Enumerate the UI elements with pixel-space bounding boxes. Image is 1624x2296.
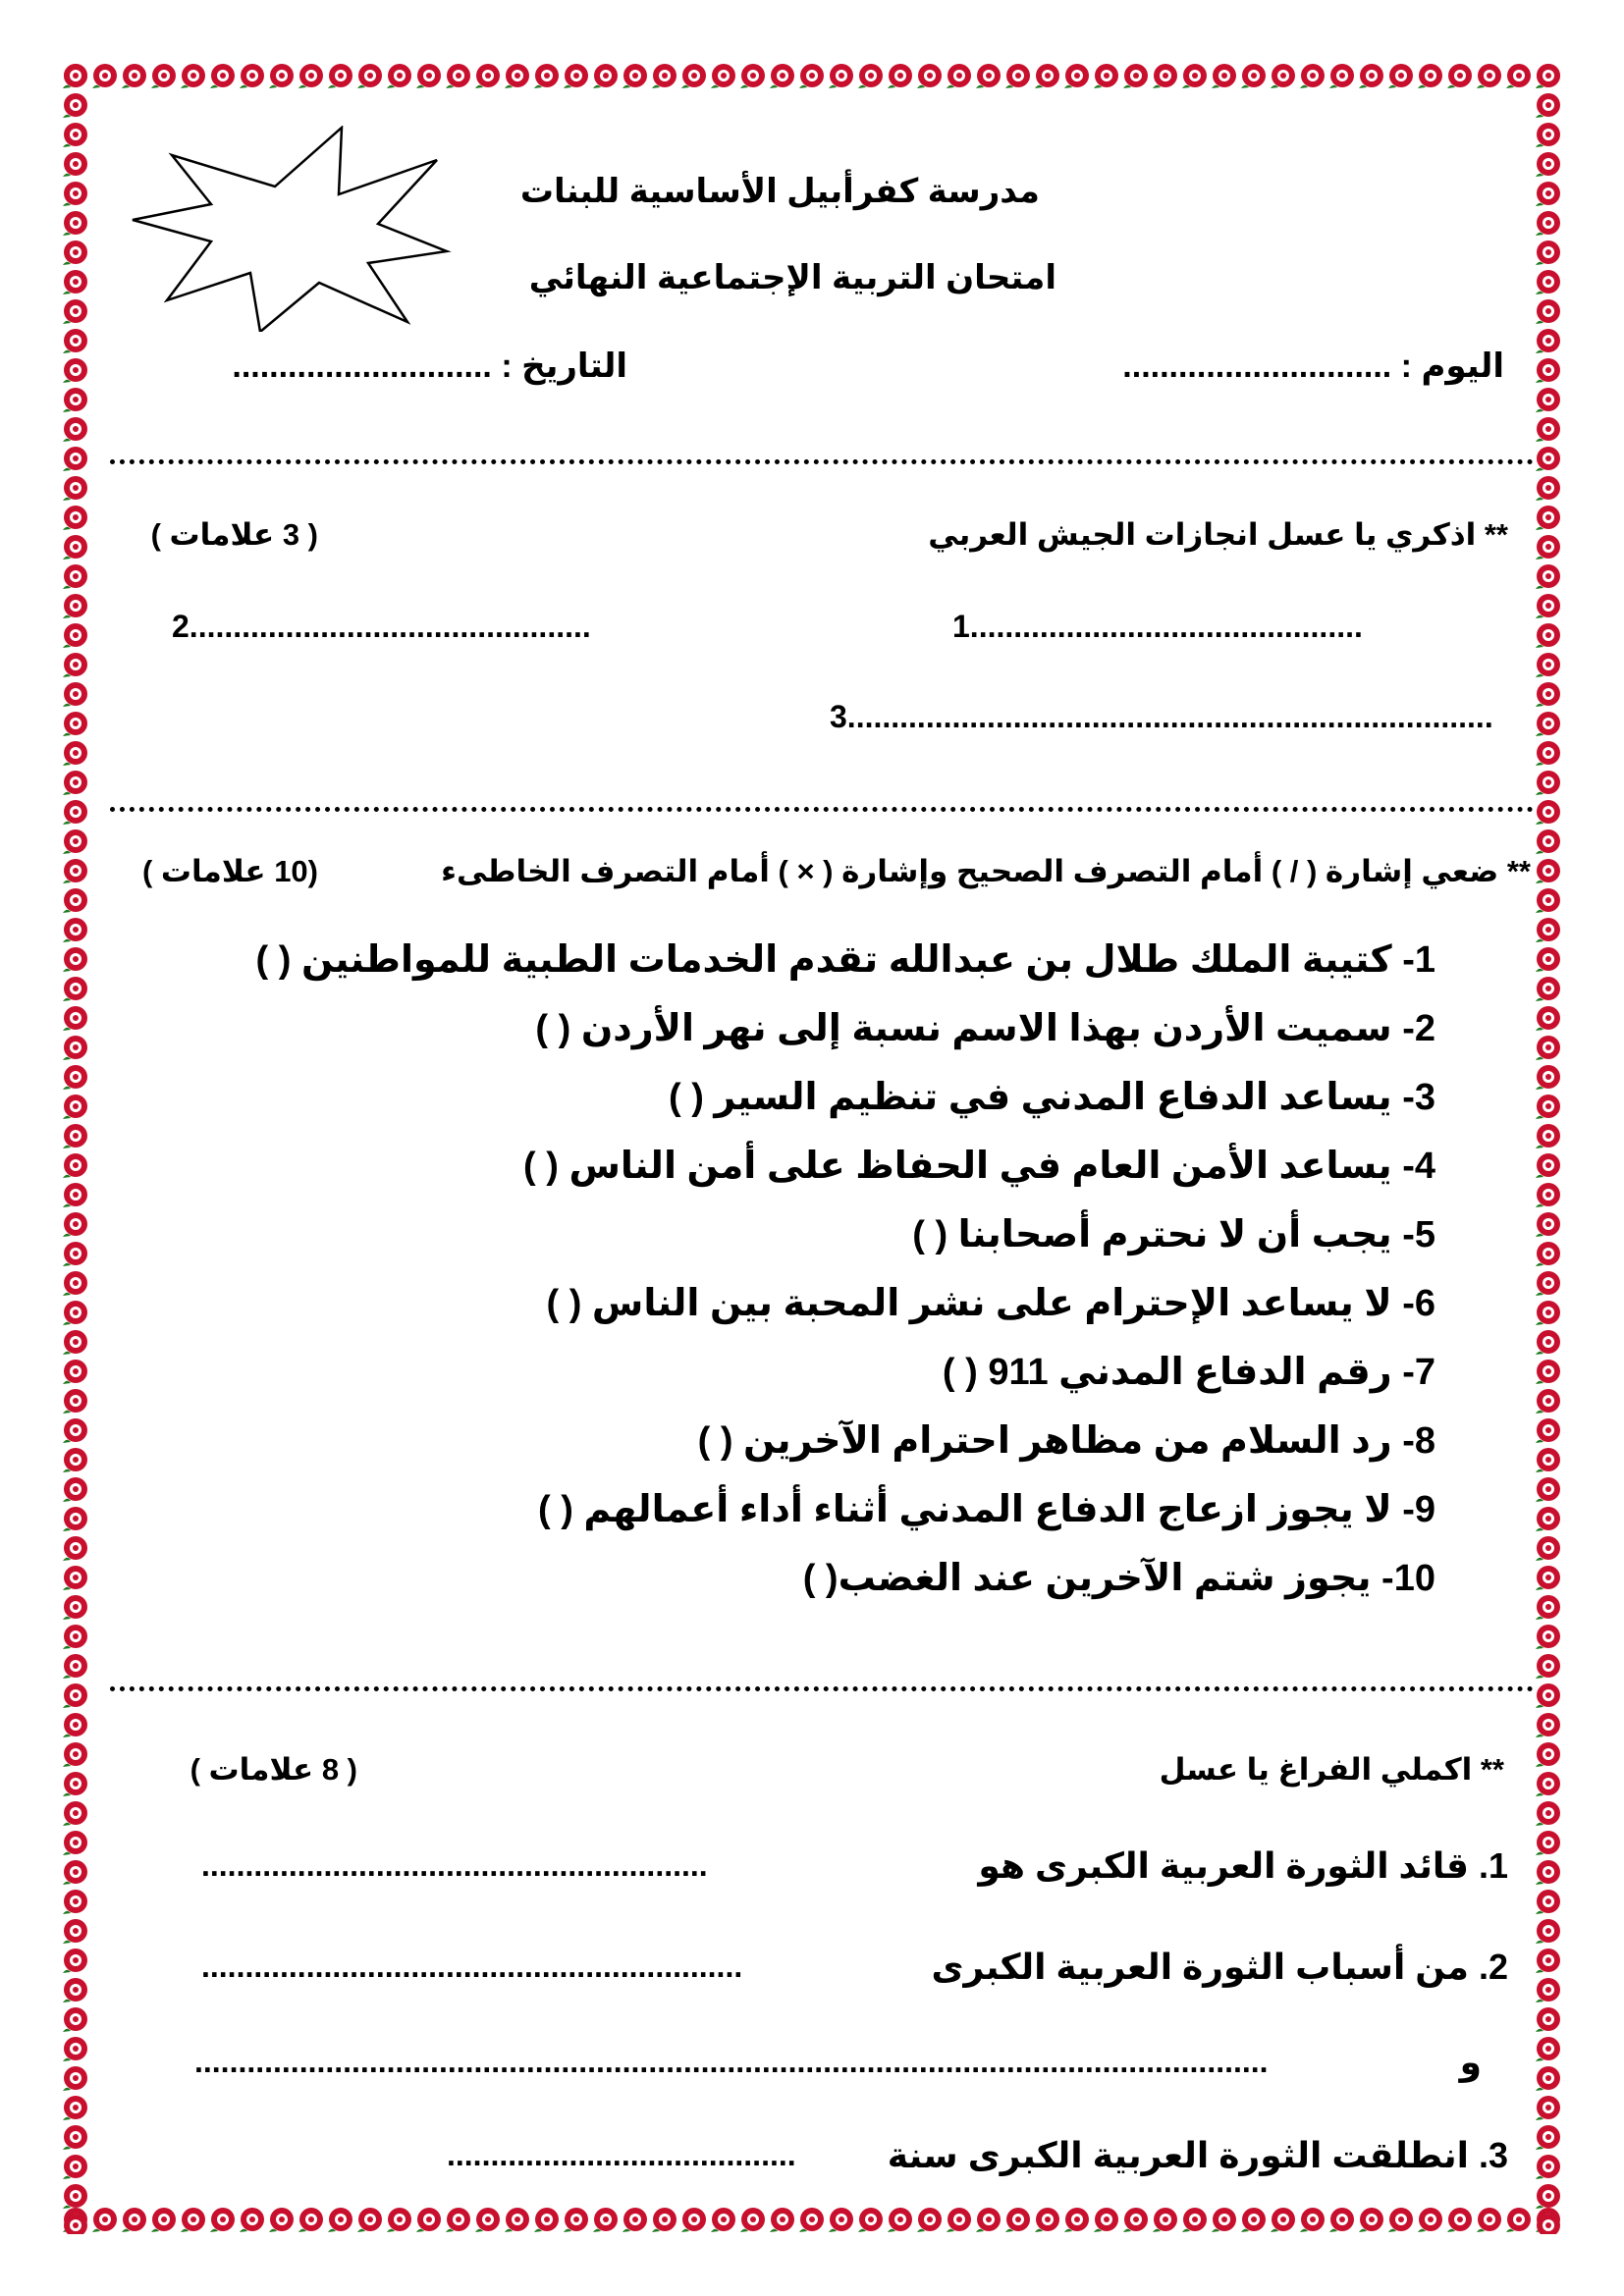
grade-starburst: [128, 126, 452, 332]
section1-question: ** اذكري يا عسل انجازات الجيش العربي: [928, 517, 1508, 552]
fill-item: 1. قائد الثورة العربية الكبرى هو: [978, 1845, 1508, 1886]
fill-item: 3. انطلقت الثورة العربية الكبرى سنة: [887, 2135, 1508, 2175]
separator: [110, 1686, 1534, 1691]
separator: [110, 459, 1534, 464]
fill-blank-1[interactable]: ..........................................................: [201, 1847, 708, 1883]
separator: [110, 807, 1534, 812]
tf-item: 2- سميت الأردن بهذا الاسم نسبة إلى نهر الأردن ( ): [535, 1008, 1435, 1049]
page-border-top: [61, 61, 1563, 90]
section3-question: ** اكملي الفراغ يا عسل: [1159, 1752, 1504, 1787]
date-field[interactable]: التاريخ : ............................: [232, 347, 627, 385]
exam-title: امتحان التربية الإجتماعية النهائي: [528, 259, 1056, 296]
fill-item: 2. من أسباب الثورة العربية الكبرى: [931, 1947, 1508, 1987]
page-border-left: [61, 61, 90, 2234]
fill-item: و: [1459, 2042, 1482, 2082]
tf-item: 8- رد السلام من مظاهر احترام الآخرين ( ): [697, 1420, 1435, 1462]
section3-marks: ( 8 علامات ): [189, 1752, 357, 1787]
section1-marks: ( 3 علامات ): [150, 517, 318, 552]
tf-item: 7- رقم الدفاع المدني 911 ( ): [942, 1352, 1435, 1393]
tf-item: 6- لا يساعد الإحترام على نشر المحبة بين الناس ( ): [546, 1283, 1435, 1324]
tf-item: 3- يساعد الدفاع المدني في تنظيم السير ( ): [668, 1077, 1435, 1118]
tf-item: 1- كتيبة الملك طلال بن عبدالله تقدم الخدمات الطبية للمواطنين ( ): [255, 939, 1435, 981]
school-name: مدرسة كفرأبيل الأساسية للبنات: [519, 173, 1040, 210]
tf-item: 10- يجوز شتم الآخرين عند الغضب( ): [802, 1558, 1435, 1599]
tf-item: 9- لا يجوز ازعاج الدفاع المدني أثناء أداء أعمالهم ( ): [538, 1489, 1435, 1530]
page-border-bottom: [61, 2205, 1563, 2234]
page-border-right: [1534, 61, 1563, 2234]
tf-item: 5- يجب أن لا نحترم أصحابنا ( ): [912, 1214, 1435, 1255]
answer-line-2[interactable]: 2..............................................: [172, 609, 591, 644]
answer-line-1[interactable]: 1.............................................: [952, 609, 1363, 644]
section2-question: ** ضعي إشارة ( / ) أمام التصرف الصحيح وإشارة ( × ) أمام التصرف الخاطىء: [441, 854, 1531, 888]
fill-blank-3[interactable]: ...........................................................................................................................: [194, 2044, 1269, 2079]
fill-blank-4[interactable]: ........................................: [447, 2137, 796, 2172]
answer-line-3[interactable]: 3..........................................................................: [830, 699, 1493, 734]
section2-marks: (10 علامات ): [141, 854, 318, 888]
fill-blank-2[interactable]: ..............................................................: [201, 1949, 743, 1984]
tf-item: 4- يساعد الأمن العام في الحفاظ على أمن الناس ( ): [523, 1146, 1435, 1187]
day-field[interactable]: اليوم : .............................: [1122, 347, 1504, 385]
